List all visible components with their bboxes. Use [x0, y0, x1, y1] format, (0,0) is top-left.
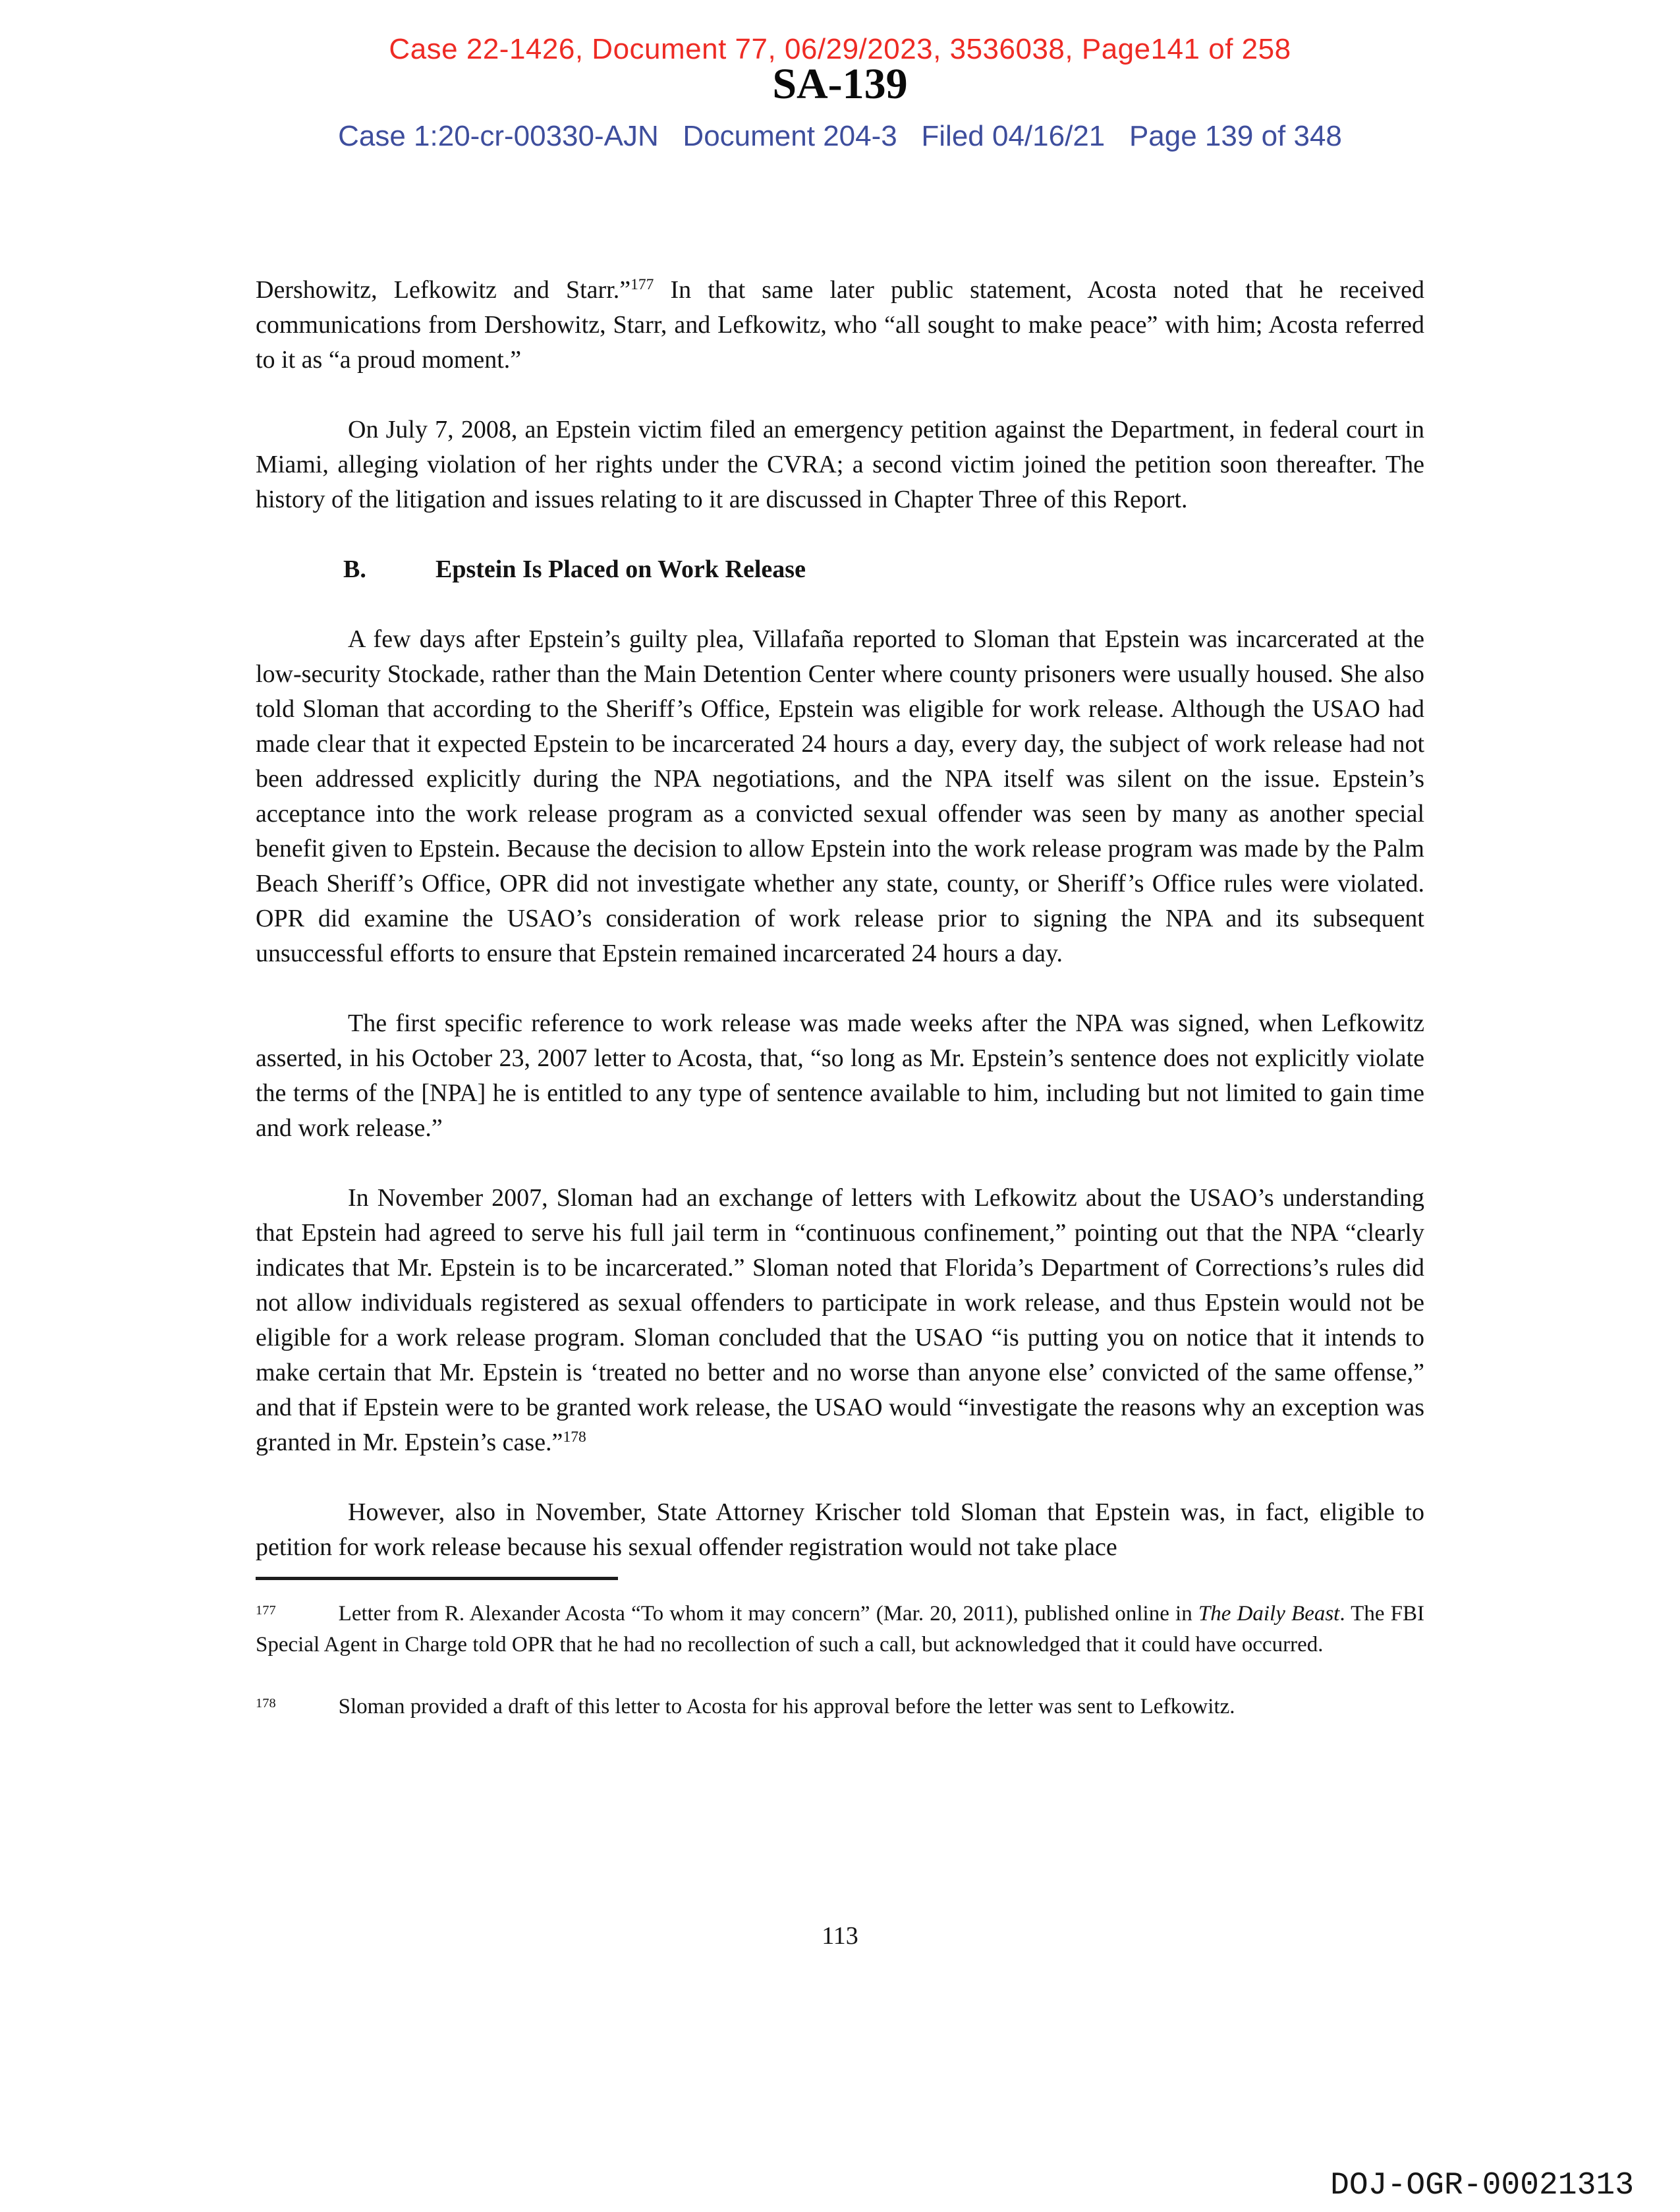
footnote-178: [256, 1691, 1424, 1722]
page-number: 113: [822, 1922, 858, 1950]
paragraph: On July 7, 2008, an Epstein victim filed an emergency petition against the Department, in federal court in Miami, alleging violation of her rights under the CVRA; a second victim joined the petition soon thereafter. The history of the litigation and issues relating to it are discussed in Chapter Three of this Report.: [256, 416, 1424, 513]
footnote-text: Letter from R. Alexander Acosta “To whom it may concern” (Mar. 20, 2011), published online in The Daily Beast. The FBI Special Agent in Charge told OPR that he had no recollection of such a call, but acknowledged that it could have occurred.: [256, 1602, 1425, 1657]
document-body: [256, 273, 1424, 1722]
paragraph: In November 2007, Sloman had an exchange of letters with Lefkowitz about the USAO’s understanding that Epstein had agreed to serve his full jail term in “continuous confinement,” pointing out that the NPA “clearly indicates that Mr. Epstein is to be incarcerated.” Sloman noted that Florida’s Department of Corrections’s rules did not allow individuals registered as sexual offenders to participate in work release, and thus Epstein would not be eligible for a work release program. Sloman concluded that the USAO “is putting you on notice that it intends to make certain that Mr. Epstein is ‘treated no better and no worse than anyone else’ convicted of the same offense,” and that if Epstein were to be granted work release, the USAO would “investigate the reasons why an exception was granted in Mr. Epstein’s case.”$^{178}$: [256, 1184, 1424, 1456]
section-heading: [343, 552, 1424, 587]
section-heading-number: B.: [343, 555, 366, 583]
footnote-text: Sloman provided a draft of this letter to Acosta for his approval before the letter was sent to Lefkowitz.: [338, 1695, 1235, 1718]
paragraph-continuation: Dershowitz, Lefkowitz and Starr.”$^{177}$ In that same later public statement, Acosta noted that he received communications from Dershowitz, Starr, and Lefkowitz, who “all sought to make peace” with him; Acosta referred to it as “a proud moment.”: [256, 276, 1424, 374]
footnote-marker: 177: [256, 1602, 276, 1618]
footnotes-section: [256, 1599, 1424, 1722]
footnote-marker: 178: [256, 1695, 276, 1711]
paragraph: The first specific reference to work release was made weeks after the NPA was signed, when Lefkowitz asserted, in his October 23, 2007 letter to Acosta, that, “so long as Mr. Epstein’s sentence does not explicitly violate the terms of the [NPA] he is entitled to any type of sentence available to him, including but not limited to gain time and work release.”: [256, 1009, 1424, 1142]
district-court-filing-stamp: Case 1:20-cr-00330-AJN Document 204-3 Filed 04/16/21 Page 139 of 348: [338, 120, 1342, 152]
section-heading-title: Epstein Is Placed on Work Release: [435, 555, 806, 583]
footnote-separator: [256, 1577, 618, 1580]
footnote-177: [256, 1599, 1424, 1660]
appellate-court-stamp: Case 22-1426, Document 77, 06/29/2023, 3536038, Page141 of 258: [389, 33, 1291, 65]
supplemental-appendix-page-label: SA-139: [772, 60, 908, 108]
paragraph: A few days after Epstein’s guilty plea, Villafaña reported to Sloman that Epstein was incarcerated at the low-security Stockade, rather than the Main Detention Center where county prisoners were usually housed. She also told Sloman that according to the Sheriff’s Office, Epstein was eligible for work release. Although the USAO had made clear that it expected Epstein to be incarcerated 24 hours a day, every day, the subject of work release had not been addressed explicitly during the NPA negotiations, and the NPA itself was silent on the issue. Epstein’s acceptance into the work release program as a convicted sexual offender was seen by many as another special benefit given to Epstein. Because the decision to allow Epstein into the work release program was made by the Palm Beach Sheriff’s Office, OPR did not investigate whether any state, county, or Sheriff’s Office rules were violated. OPR did examine the USAO’s consideration of work release prior to signing the NPA and its subsequent unsuccessful efforts to ensure that Epstein remained incarcerated 24 hours a day.: [256, 625, 1424, 967]
bates-number: DOJ-OGR-00021313: [1330, 2168, 1634, 2203]
paragraph: However, also in November, State Attorney Krischer told Sloman that Epstein was, in fact, eligible to petition for work release because his sexual offender registration would not take place: [256, 1498, 1424, 1561]
